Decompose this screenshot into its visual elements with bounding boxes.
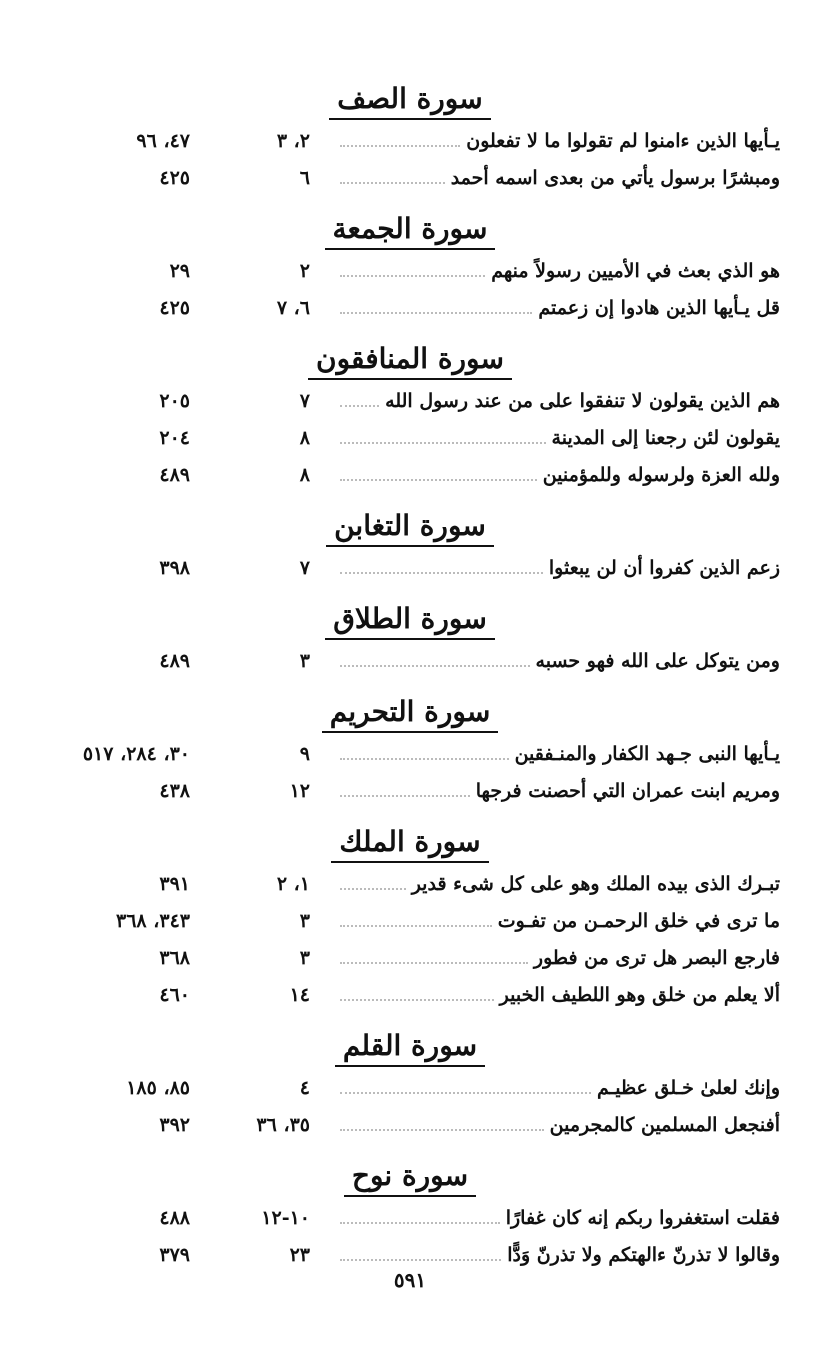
section-gap bbox=[0, 813, 820, 823]
surah-section bbox=[0, 693, 820, 813]
surah-title: سورة التحريم bbox=[322, 695, 499, 733]
surah-title-wrap bbox=[0, 1027, 820, 1067]
leader-dots bbox=[340, 925, 492, 927]
section-gap bbox=[0, 497, 820, 507]
verse-text: قل يـأيها الذين هادوا إن زعمتم bbox=[538, 297, 780, 319]
page-references: ٢٩ bbox=[169, 260, 190, 282]
index-entry bbox=[0, 1203, 820, 1240]
page-references: ٢٠٥ bbox=[159, 390, 190, 412]
verse-text: ما ترى في خلق الرحمـن من تفـوت bbox=[497, 910, 780, 932]
ayah-number: ٧ bbox=[299, 557, 310, 579]
section-gap bbox=[0, 683, 820, 693]
index-entry bbox=[0, 256, 820, 293]
page-references: ٤٦٠ bbox=[159, 984, 190, 1006]
index-entry bbox=[0, 386, 820, 423]
leader-dots bbox=[340, 999, 494, 1001]
leader-dots bbox=[340, 665, 530, 667]
ayah-number: ٣ bbox=[299, 910, 310, 932]
page-references: ٤٧، ٩٦ bbox=[136, 130, 190, 152]
ayah-number: ٨ bbox=[299, 464, 310, 486]
surah-section bbox=[0, 1157, 820, 1277]
verse-text: وإنك لعلىٰ خـلق عظيـم bbox=[597, 1077, 780, 1099]
surah-section bbox=[0, 600, 820, 683]
ayah-number: ١، ٢ bbox=[276, 873, 310, 895]
verse-cell bbox=[340, 260, 780, 282]
page-references: ٣٧٩ bbox=[159, 1244, 190, 1266]
verse-cell bbox=[340, 780, 780, 802]
page-references: ٣٩١ bbox=[159, 873, 190, 895]
page-references: ٣٠، ٢٨٤، ٥١٧ bbox=[82, 743, 190, 765]
verse-text: تبـرك الذى بيده الملك وهو على كل شىء قدير bbox=[411, 873, 780, 895]
verse-cell bbox=[340, 167, 780, 189]
leader-dots bbox=[340, 795, 470, 797]
surah-title-wrap bbox=[0, 823, 820, 863]
section-gap bbox=[0, 200, 820, 210]
ayah-number: ٨ bbox=[299, 427, 310, 449]
index-entry bbox=[0, 293, 820, 330]
ayah-number: ٣٥، ٣٦ bbox=[256, 1114, 310, 1136]
page-references: ٤٨٩ bbox=[159, 464, 190, 486]
leader-dots bbox=[340, 145, 460, 147]
section-gap bbox=[0, 1017, 820, 1027]
section-gap bbox=[0, 590, 820, 600]
surah-title-wrap bbox=[0, 507, 820, 547]
ayah-number: ١٤ bbox=[289, 984, 310, 1006]
surah-title: سورة المنافقون bbox=[308, 342, 512, 380]
page-references: ٤٨٩ bbox=[159, 650, 190, 672]
index-entry bbox=[0, 739, 820, 776]
verse-text: وقالوا لا تذرنّ ءالهتكم ولا تذرنّ وَدًّا bbox=[507, 1244, 780, 1266]
ayah-number: ١٢ bbox=[289, 780, 310, 802]
verse-text: هو الذي بعث في الأميين رسولاً منهم bbox=[491, 260, 780, 282]
index-entry bbox=[0, 943, 820, 980]
leader-dots bbox=[340, 1129, 544, 1131]
page-references: ٣٤٣، ٣٦٨ bbox=[116, 910, 190, 932]
verse-cell bbox=[340, 1244, 780, 1266]
index-entry bbox=[0, 980, 820, 1017]
page-references: ٢٠٤ bbox=[159, 427, 190, 449]
page-references: ٨٥، ١٨٥ bbox=[126, 1077, 190, 1099]
verse-text: يـأيها الذين ءامنوا لم تقولوا ما لا تفعلون bbox=[466, 130, 780, 152]
surah-title: سورة الطلاق bbox=[325, 602, 495, 640]
verse-cell bbox=[340, 297, 780, 319]
surah-title-wrap bbox=[0, 80, 820, 120]
leader-dots bbox=[340, 312, 532, 314]
verse-text: فقلت استغفروا ربكم إنه كان غفارًا bbox=[505, 1207, 780, 1229]
index-entry bbox=[0, 906, 820, 943]
surah-title-wrap bbox=[0, 693, 820, 733]
surah-section bbox=[0, 823, 820, 1017]
verse-text: هم الذين يقولون لا تنفقوا على من عند رسول الله bbox=[385, 390, 780, 412]
verse-text: ولله العزة ولرسوله وللمؤمنين bbox=[542, 464, 780, 486]
verse-text: ومبشرًا برسول يأتي من بعدى اسمه أحمد bbox=[450, 167, 780, 189]
verse-text: يقولون لئن رجعنا إلى المدينة bbox=[551, 427, 780, 449]
surah-title: سورة الصف bbox=[329, 82, 490, 120]
verse-text: أفنجعل المسلمين كالمجرمين bbox=[549, 1114, 780, 1136]
page-references: ٣٩٨ bbox=[159, 557, 190, 579]
surah-section bbox=[0, 80, 820, 200]
ayah-number: ٤ bbox=[299, 1077, 310, 1099]
leader-dots bbox=[340, 962, 528, 964]
verse-cell bbox=[340, 1077, 780, 1099]
index-entry bbox=[0, 163, 820, 200]
surah-title-wrap bbox=[0, 210, 820, 250]
page-references: ٣٦٨ bbox=[159, 947, 190, 969]
ayah-number: ٦، ٧ bbox=[276, 297, 310, 319]
surah-section bbox=[0, 340, 820, 497]
verse-cell bbox=[340, 464, 780, 486]
ayah-number: ٢٣ bbox=[289, 1244, 310, 1266]
surah-title-wrap bbox=[0, 340, 820, 380]
surah-title: سورة نوح bbox=[344, 1159, 476, 1197]
verse-text: يـأيها النبى جـهد الكفار والمنـفقين bbox=[514, 743, 780, 765]
verse-cell bbox=[340, 650, 780, 672]
index-entry bbox=[0, 646, 820, 683]
ayah-number: ٩ bbox=[299, 743, 310, 765]
ayah-number: ٦ bbox=[299, 167, 310, 189]
page-references: ٤٢٥ bbox=[159, 297, 190, 319]
verse-text: فارجع البصر هل ترى من فطور bbox=[533, 947, 780, 969]
index-entry bbox=[0, 776, 820, 813]
verse-text: ومريم ابنت عمران التي أحصنت فرجها bbox=[475, 780, 780, 802]
leader-dots bbox=[340, 405, 379, 407]
index-entry bbox=[0, 1073, 820, 1110]
surah-title: سورة الجمعة bbox=[325, 212, 496, 250]
leader-dots bbox=[340, 1259, 501, 1261]
verse-text: ومن يتوكل على الله فهو حسبه bbox=[535, 650, 780, 672]
leader-dots bbox=[340, 888, 406, 890]
leader-dots bbox=[340, 758, 509, 760]
verse-cell bbox=[340, 910, 780, 932]
leader-dots bbox=[340, 442, 546, 444]
ayah-number: ٢، ٣ bbox=[276, 130, 310, 152]
leader-dots bbox=[340, 1092, 591, 1094]
leader-dots bbox=[340, 479, 537, 481]
page-number: ٥٩١ bbox=[393, 1268, 427, 1292]
surah-title: سورة القلم bbox=[335, 1029, 485, 1067]
index-entry bbox=[0, 553, 820, 590]
index-entry bbox=[0, 460, 820, 497]
ayah-number: ٢ bbox=[299, 260, 310, 282]
verse-cell bbox=[340, 947, 780, 969]
verse-cell bbox=[340, 427, 780, 449]
surah-title-wrap bbox=[0, 600, 820, 640]
surah-section bbox=[0, 210, 820, 330]
ayah-number: ١٠-١٢ bbox=[261, 1207, 310, 1229]
verse-cell bbox=[340, 130, 780, 152]
index-entry bbox=[0, 423, 820, 460]
verse-cell bbox=[340, 1207, 780, 1229]
index-entry bbox=[0, 1110, 820, 1147]
surah-section bbox=[0, 507, 820, 590]
leader-dots bbox=[340, 1222, 500, 1224]
verse-text: زعم الذين كفروا أن لن يبعثوا bbox=[548, 557, 780, 579]
ayah-number: ٧ bbox=[299, 390, 310, 412]
surah-section bbox=[0, 1027, 820, 1147]
verse-cell bbox=[340, 873, 780, 895]
page-references: ٣٩٢ bbox=[159, 1114, 190, 1136]
surah-title: سورة التغابن bbox=[326, 509, 494, 547]
surah-title-wrap bbox=[0, 1157, 820, 1197]
section-gap bbox=[0, 1147, 820, 1157]
page-references: ٤٢٥ bbox=[159, 167, 190, 189]
page-references: ٤٨٨ bbox=[159, 1207, 190, 1229]
index-entry bbox=[0, 869, 820, 906]
verse-text: ألا يعلم من خلق وهو اللطيف الخبير bbox=[499, 984, 780, 1006]
verse-cell bbox=[340, 557, 780, 579]
index-entry bbox=[0, 126, 820, 163]
page-references: ٤٣٨ bbox=[159, 780, 190, 802]
section-gap bbox=[0, 330, 820, 340]
leader-dots bbox=[340, 275, 485, 277]
verse-cell bbox=[340, 743, 780, 765]
verse-cell bbox=[340, 1114, 780, 1136]
leader-dots bbox=[340, 572, 543, 574]
verse-cell bbox=[340, 390, 780, 412]
ayah-number: ٣ bbox=[299, 650, 310, 672]
surah-title: سورة الملك bbox=[331, 825, 488, 863]
ayah-number: ٣ bbox=[299, 947, 310, 969]
verse-cell bbox=[340, 984, 780, 1006]
leader-dots bbox=[340, 182, 445, 184]
